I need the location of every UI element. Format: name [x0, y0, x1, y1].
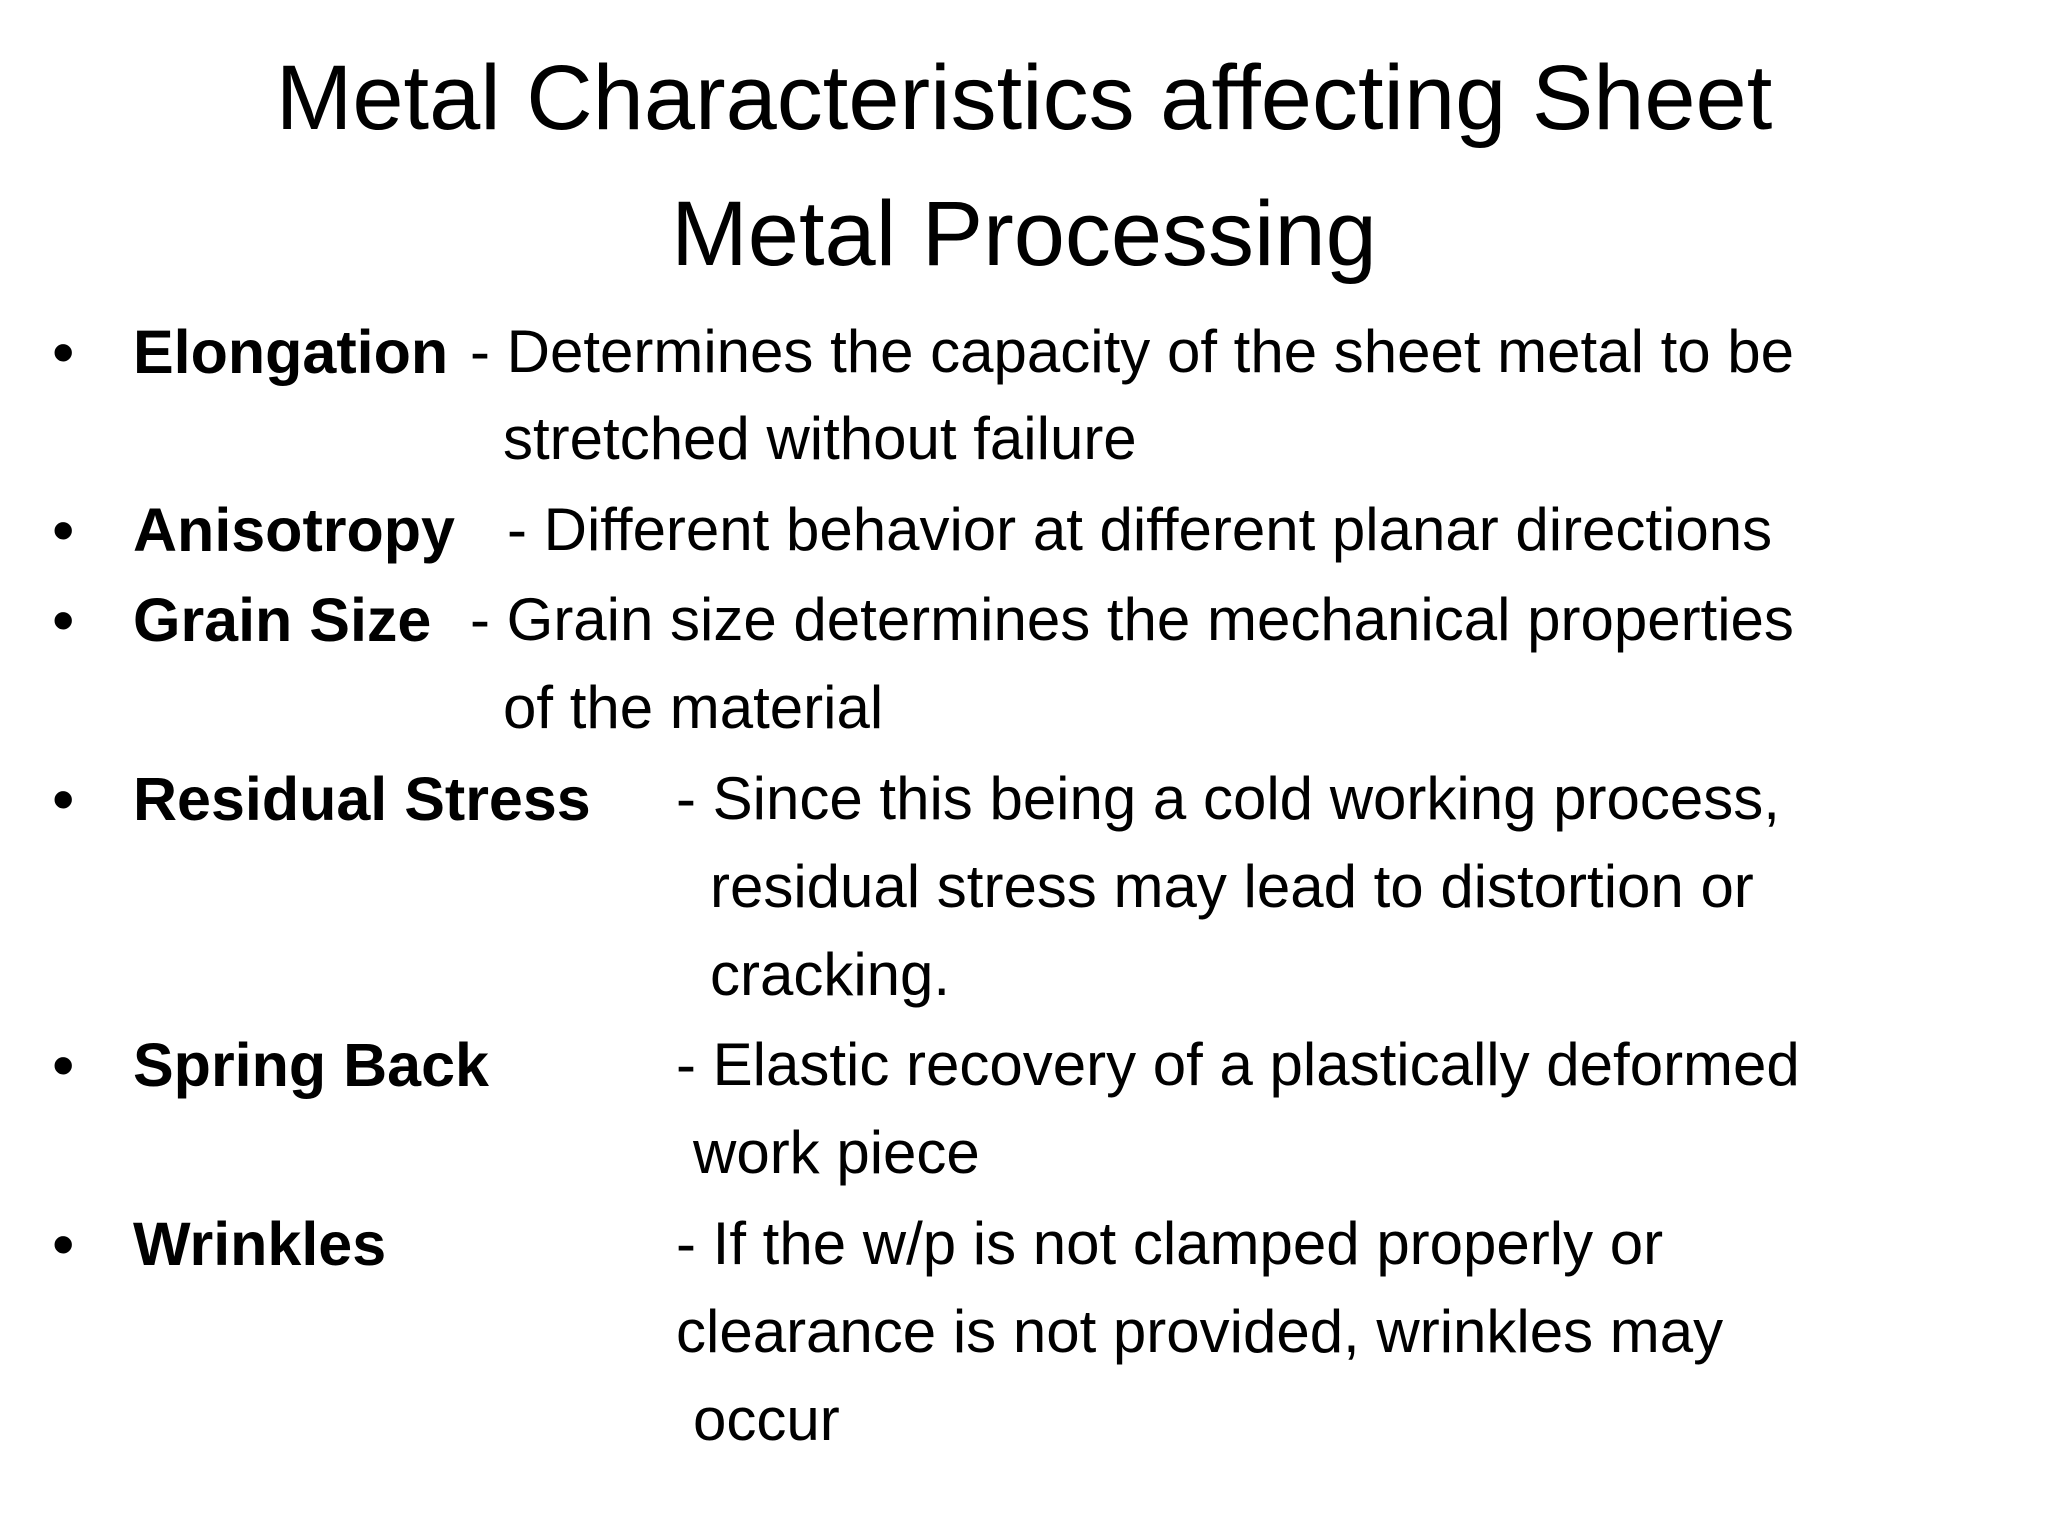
description-line: cracking. — [710, 941, 951, 1008]
description-line: clearance is not provided, wrinkles may — [676, 1298, 1724, 1365]
description-line: - If the w/p is not clamped properly or — [676, 1210, 1664, 1277]
term-residual-stress: Residual Stress — [133, 765, 591, 833]
term-wrinkles: Wrinkles — [133, 1210, 387, 1278]
description-line: of the material — [503, 674, 884, 741]
description-line: residual stress may lead to distortion or — [710, 853, 1754, 920]
description-line: - Grain size determines the mechanical properties — [470, 586, 1794, 653]
description-line: work piece — [693, 1119, 980, 1186]
term-elongation: Elongation — [133, 318, 449, 386]
bullet-icon: • — [52, 763, 75, 835]
title-line-2: Metal Processing — [671, 183, 1377, 285]
bullet-icon: • — [52, 584, 75, 656]
term-spring-back: Spring Back — [133, 1031, 489, 1099]
description-line: - Different behavior at different planar directions — [507, 496, 1773, 563]
description-line: - Determines the capacity of the sheet metal to be — [470, 318, 1795, 385]
bullet-icon: • — [52, 316, 75, 388]
slide-title — [0, 30, 2048, 302]
title-line-1: Metal Characteristics affecting Sheet — [275, 47, 1773, 149]
bullet-icon: • — [52, 1208, 75, 1280]
description-line: - Elastic recovery of a plastically deformed — [676, 1031, 1800, 1098]
description-line: occur — [693, 1386, 840, 1453]
term-anisotropy: Anisotropy — [133, 496, 455, 564]
bullet-icon: • — [52, 494, 75, 566]
description-line: - Since this being a cold working process, — [676, 765, 1780, 832]
term-grain-size: Grain Size — [133, 586, 432, 654]
description-line: stretched without failure — [503, 405, 1137, 472]
bullet-icon: • — [52, 1029, 75, 1101]
